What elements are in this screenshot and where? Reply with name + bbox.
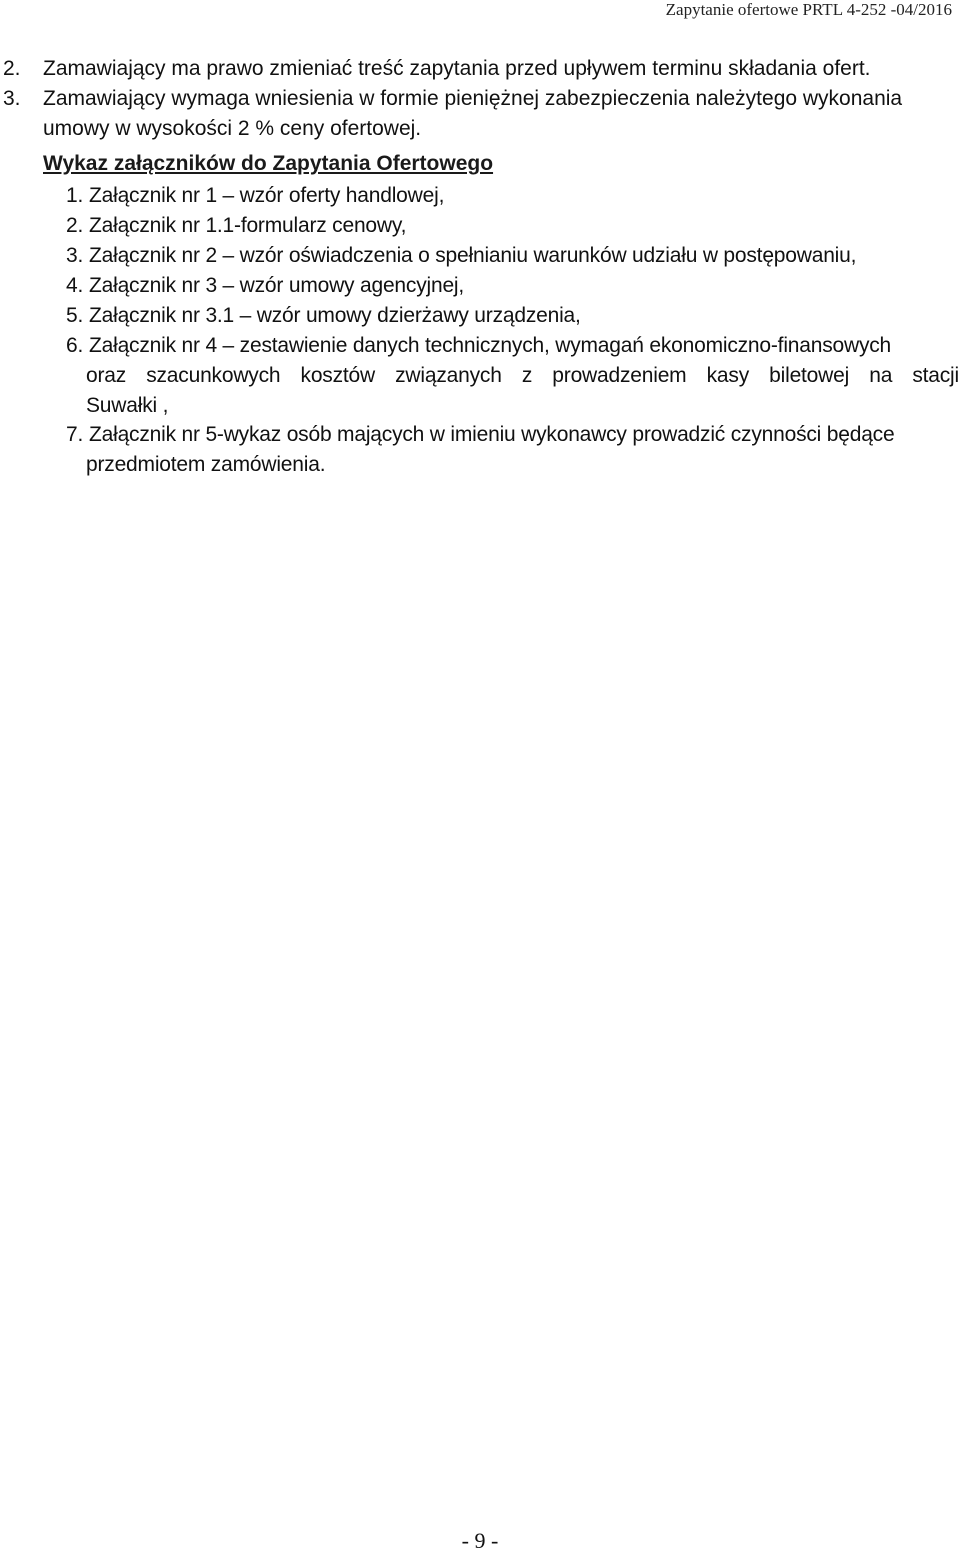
- attachment-text: Załącznik nr 5-wykaz osób mających w imieniu wykonawcy prowadzić czynności będące: [89, 423, 895, 446]
- attachment-text: Załącznik nr 4 – zestawienie danych technicznych, wymagań ekonomiczno-finansowych: [89, 334, 892, 357]
- list-item-number: 3.: [3, 87, 21, 110]
- attachment-number: 7.: [66, 423, 84, 446]
- attachment-text: Suwałki ,: [86, 394, 169, 417]
- attachment-text: Załącznik nr 1.1-formularz cenowy,: [89, 214, 407, 237]
- list-item-text: umowy w wysokości 2 % ceny ofertowej.: [43, 117, 422, 140]
- attachment-text: Załącznik nr 3 – wzór umowy agencyjnej,: [89, 274, 465, 297]
- list-item-text: Zamawiający wymaga wniesienia w formie pieniężnej zabezpieczenia należytego wykonania: [43, 87, 903, 110]
- attachments-heading: Wykaz załączników do Zapytania Ofertowego: [43, 152, 494, 175]
- list-item-text: Zamawiający ma prawo zmieniać treść zapytania przed upływem terminu składania ofert.: [43, 57, 871, 80]
- attachment-number: 6.: [66, 334, 84, 357]
- page-number: - 9 -: [461, 1528, 499, 1553]
- attachment-text: Załącznik nr 2 – wzór oświadczenia o spełnianiu warunków udziału w postępowaniu,: [89, 244, 857, 267]
- attachment-item-continuation: [86, 362, 959, 390]
- attachment-text: oraz szacunkowych kosztów związanych z prowadzeniem kasy biletowej na stacji: [86, 364, 959, 387]
- list-item-number: 2.: [3, 57, 21, 80]
- attachment-text: Załącznik nr 1 – wzór oferty handlowej,: [89, 184, 445, 207]
- attachment-number: 1.: [66, 184, 84, 207]
- attachment-number: 4.: [66, 274, 84, 297]
- attachment-text: przedmiotem zamówienia.: [86, 453, 326, 476]
- document-reference-header: Zapytanie ofertowe PRTL 4-252 -04/2016: [665, 0, 952, 19]
- attachment-number: 5.: [66, 304, 84, 327]
- attachment-number: 2.: [66, 214, 84, 237]
- attachment-number: 3.: [66, 244, 84, 267]
- attachment-text: Załącznik nr 3.1 – wzór umowy dzierżawy urządzenia,: [89, 304, 581, 327]
